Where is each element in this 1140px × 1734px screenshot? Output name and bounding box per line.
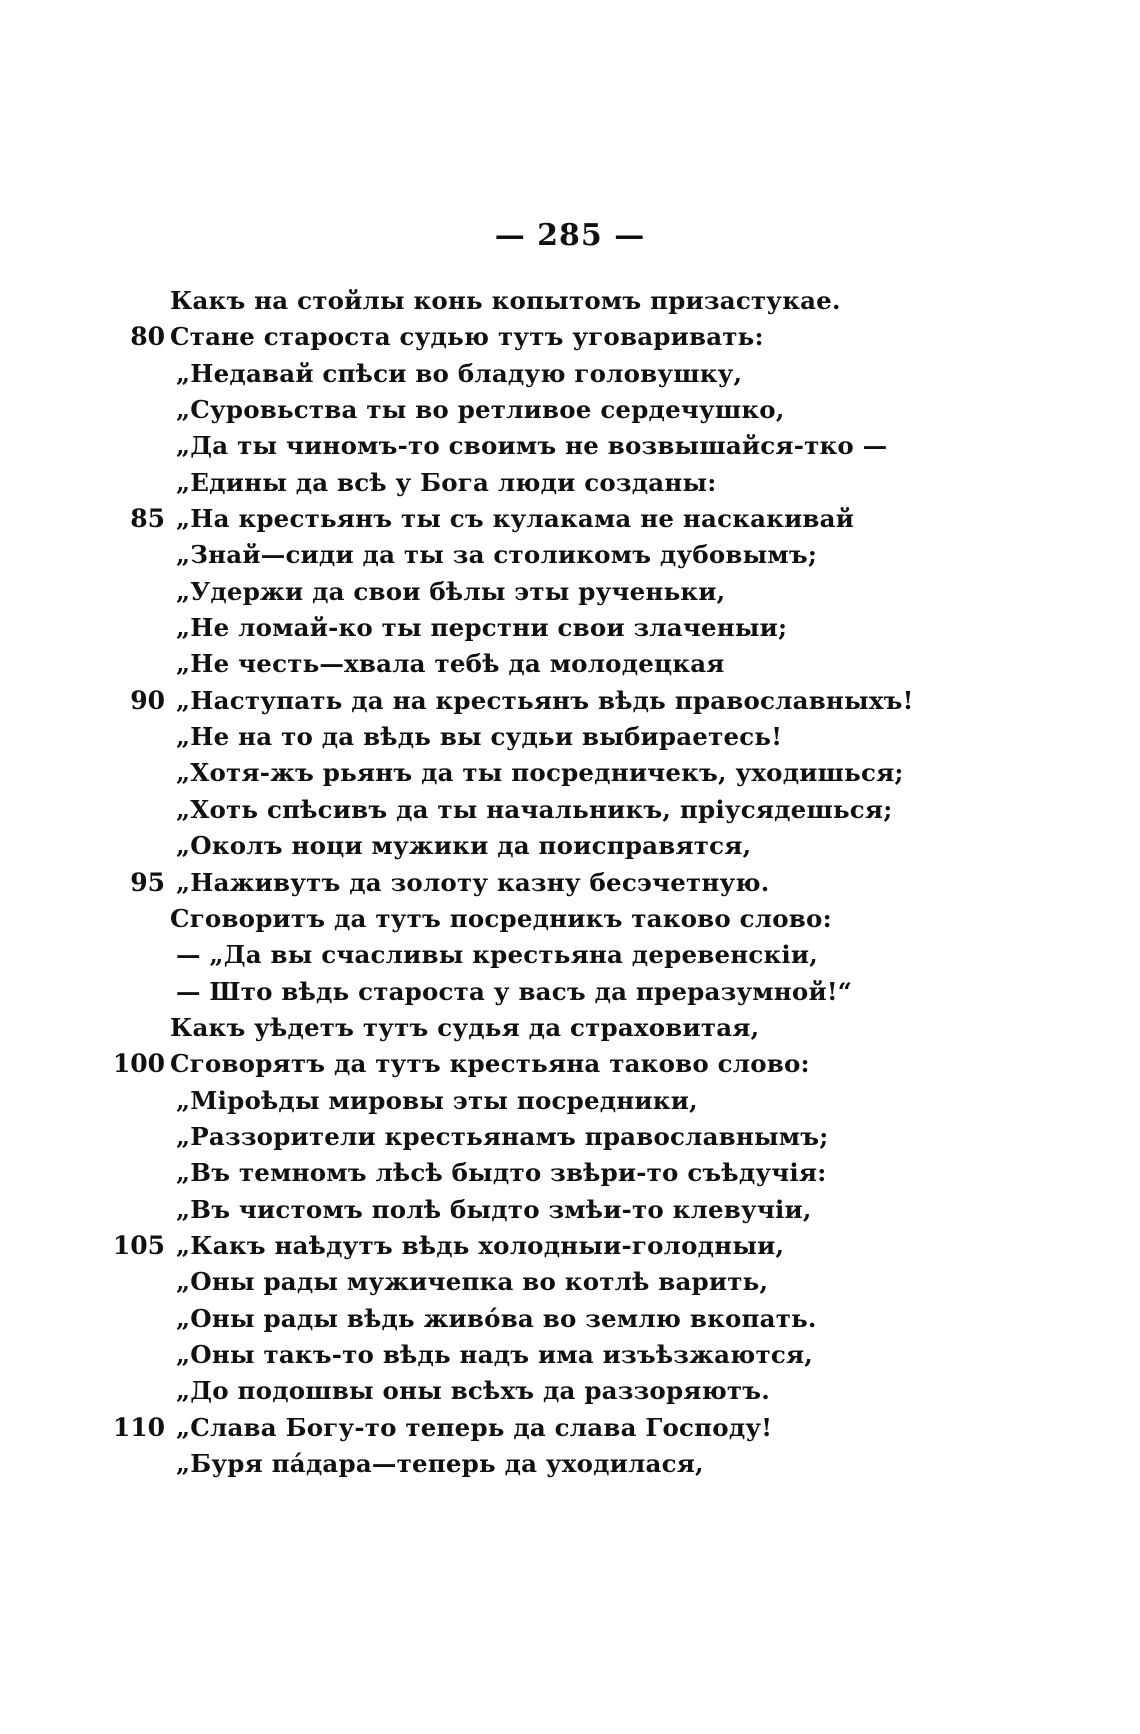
line-text: „Знай—сиди да ты за столикомъ дубовымъ;	[176, 540, 818, 570]
poem-line	[0, 792, 1140, 828]
poem-line	[0, 828, 1140, 864]
line-text: Сговоритъ да тутъ посредникъ таково слово:	[170, 903, 832, 933]
line-text: „Въ темномъ лѣсѣ быдто звѣри-то съѣдучiя:	[176, 1158, 827, 1188]
line-text: „Суровьства ты во ретливое сердечушко,	[176, 395, 785, 425]
line-text: „Какъ наѣдутъ вѣдь холодныи-голодныи,	[176, 1230, 785, 1260]
poem-line	[0, 537, 1140, 573]
line-text: — „Да вы счасливы крестьяна деревенскiи,	[176, 940, 818, 970]
poem-line	[0, 501, 1140, 537]
poem-line	[0, 283, 1140, 319]
line-number: 85	[130, 504, 165, 534]
line-text: „Раззорители крестьянамъ православнымъ;	[176, 1121, 829, 1151]
poem-line	[0, 974, 1140, 1010]
poem-line	[0, 755, 1140, 791]
line-number: 90	[130, 685, 165, 715]
line-text: „Не на то да вѣдь вы судьи выбираетесь!	[176, 722, 783, 752]
line-text: „Оны такъ-то вѣдь надъ има изъѣзжаются,	[176, 1339, 814, 1369]
poem-line	[0, 356, 1140, 392]
poem-line	[0, 1446, 1140, 1482]
line-number: 80	[130, 322, 165, 352]
poem-line	[0, 901, 1140, 937]
line-text: „Да ты чиномъ-то своимъ не возвышайся-тко —	[176, 431, 888, 461]
poem-line	[0, 610, 1140, 646]
poem-line	[0, 1155, 1140, 1191]
line-text: „Едины да всѣ у Бога люди созданы:	[176, 467, 717, 497]
poem-line	[0, 574, 1140, 610]
poem-line	[0, 1192, 1140, 1228]
poem-line	[0, 1046, 1140, 1082]
poem-line	[0, 719, 1140, 755]
poem-line	[0, 428, 1140, 464]
line-number: 105	[112, 1230, 165, 1260]
line-text: „Удержи да свои бѣлы эты рученьки,	[176, 576, 726, 606]
line-text: „Слава Богу-то теперь да слава Господу!	[176, 1412, 773, 1442]
poem-line	[0, 465, 1140, 501]
poem-line	[0, 1264, 1140, 1300]
poem-line	[0, 1083, 1140, 1119]
line-text: „На крестьянъ ты съ кулакама не наскакивай	[176, 504, 855, 534]
poem-line	[0, 646, 1140, 682]
line-text: „Наступать да на крестьянъ вѣдь православныхъ!	[176, 685, 914, 715]
line-text: „Хоть спѣсивъ да ты начальникъ, прiусядешься;	[176, 794, 893, 824]
poem-line	[0, 865, 1140, 901]
line-text: „Буря па́дара—теперь да уходилася,	[176, 1449, 704, 1478]
poem-line	[0, 1337, 1140, 1373]
line-text: „Не честь—хвала тебѣ да молодецкая	[176, 649, 725, 679]
poem-line	[0, 1301, 1140, 1337]
poem-line	[0, 1010, 1140, 1046]
line-text: „Хотя-жъ рьянъ да ты посредничекъ, уходишься;	[176, 758, 904, 788]
line-text: „Наживутъ да золоту казну бесэчетную.	[176, 867, 770, 897]
line-text: — Што вѣдь староста у васъ да преразумной!“	[176, 976, 853, 1006]
poem-line	[0, 392, 1140, 428]
line-number: 100	[112, 1049, 165, 1079]
line-text: „Недавай спѣси во бладую головушку,	[176, 358, 743, 388]
poem-line	[0, 937, 1140, 973]
line-text: Стане староста судью тутъ уговаривать:	[170, 322, 764, 352]
line-number: 110	[112, 1412, 165, 1442]
line-text: Сговорятъ да тутъ крестьяна таково слово:	[170, 1049, 810, 1079]
page-number: — 285 —	[494, 218, 646, 253]
poem-line	[0, 1228, 1140, 1264]
line-number: 95	[130, 867, 165, 897]
poem-line	[0, 319, 1140, 355]
line-text: „Оны рады вѣдь живо́ва во землю вкопать.	[176, 1303, 817, 1333]
poem-line	[0, 1373, 1140, 1409]
line-text: „Оны рады мужичепка во котлѣ варить,	[176, 1267, 769, 1297]
poem-line	[0, 683, 1140, 719]
poem-text	[0, 283, 1140, 1482]
line-text: „Не ломай-ко ты перстни свои злаченыи;	[176, 613, 788, 643]
line-text: „Околъ ноци мужики да поисправятся,	[176, 831, 752, 861]
line-text: Какъ уѣдетъ тутъ судья да страховитая,	[170, 1012, 760, 1042]
line-text: „До подошвы оны всѣхъ да раззоряютъ.	[176, 1376, 771, 1406]
line-text: „Мiроѣды мировы эты посредники,	[176, 1085, 698, 1115]
poem-line	[0, 1410, 1140, 1446]
poem-line	[0, 1119, 1140, 1155]
line-text: Какъ на стойлы конь копытомъ призастукае.	[170, 286, 841, 315]
line-text: „Въ чистомъ полѣ быдто змѣи-то клевучiи,	[176, 1194, 812, 1224]
